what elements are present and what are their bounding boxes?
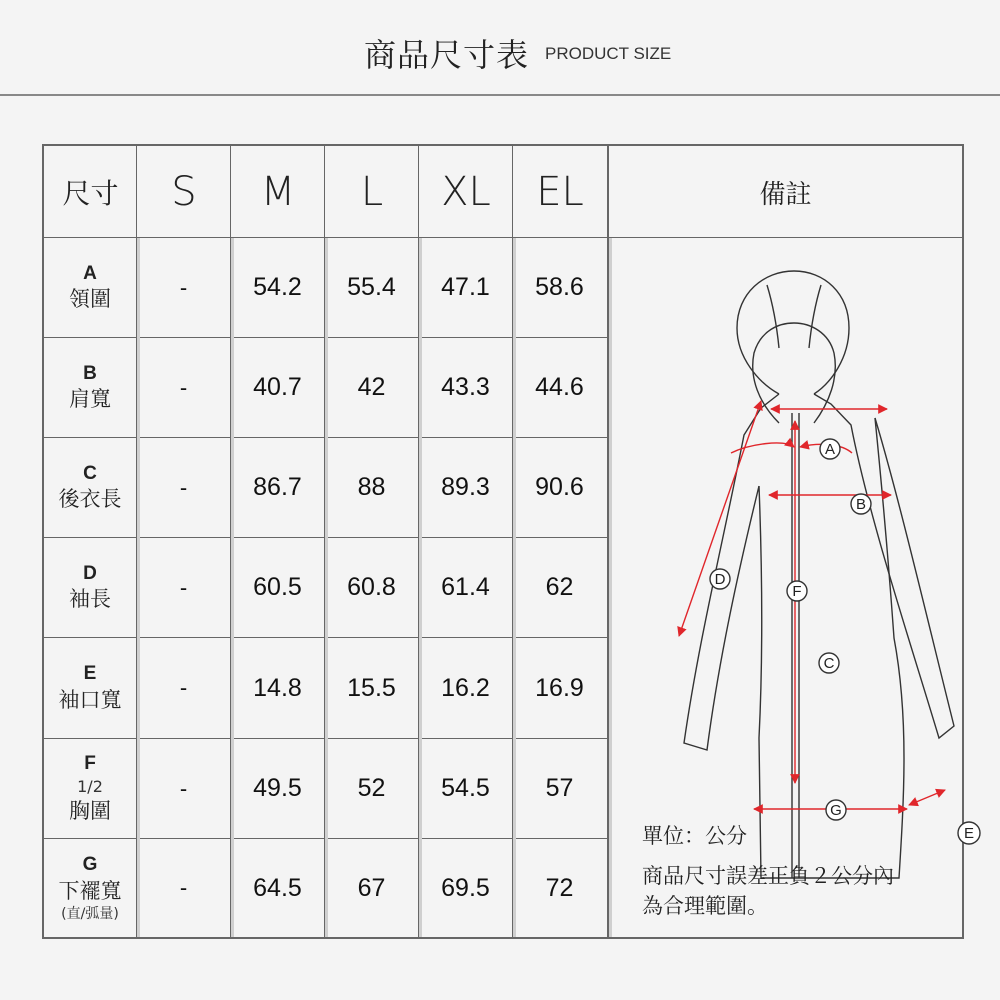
row-letter: A	[83, 262, 97, 284]
row-name: 肩寬	[69, 387, 111, 412]
size-col-m: M	[260, 169, 296, 215]
label-c: C	[823, 655, 835, 672]
size-value: 16.2	[441, 673, 490, 702]
row-letter: D	[83, 562, 97, 584]
size-value: -	[179, 875, 188, 900]
row-label	[44, 338, 136, 437]
size-value: 54.2	[253, 273, 302, 301]
notes-header: 備註	[759, 179, 812, 210]
size-value: -	[179, 574, 188, 600]
size-value: 90.6	[535, 473, 584, 501]
size-value: 58.6	[535, 273, 584, 301]
label-e: E	[963, 825, 975, 842]
row-letter: E	[83, 663, 97, 684]
size-value: 62	[545, 573, 574, 601]
size-value: 52	[357, 774, 386, 802]
label-d: D	[714, 571, 726, 588]
size-value: 64.5	[253, 873, 302, 902]
size-value: -	[179, 675, 188, 700]
size-value: -	[179, 775, 188, 801]
tolerance-note-line1: 商品尺寸誤差正負２公分內	[642, 864, 894, 888]
size-col-el: EL	[536, 169, 584, 215]
row-name: 領圍	[69, 287, 111, 312]
size-value: 16.9	[535, 673, 584, 702]
row-label	[44, 638, 136, 738]
size-value: 60.8	[347, 573, 396, 601]
label-f: F	[792, 583, 802, 600]
row-name: 後衣長	[58, 487, 122, 512]
row-letter: C	[83, 462, 97, 484]
label-g: G	[830, 802, 842, 819]
header-divider	[0, 94, 1000, 96]
unit-note: 單位：公分	[642, 824, 747, 848]
size-header-label: 尺寸	[62, 177, 119, 210]
size-value: -	[179, 274, 188, 300]
size-col-l: L	[360, 169, 384, 215]
row-label	[44, 739, 136, 838]
measurement-arrows	[679, 401, 945, 809]
size-value: 72	[545, 873, 574, 902]
row-name: 袖長	[69, 587, 111, 612]
size-value: 60.5	[253, 573, 302, 601]
row-label	[44, 438, 136, 537]
label-a: A	[824, 441, 836, 458]
size-value: 47.1	[441, 273, 490, 301]
size-value: 57	[545, 774, 574, 802]
size-value: 67	[357, 873, 386, 902]
size-value: 40.7	[253, 373, 302, 401]
size-value: 42	[357, 373, 386, 401]
row-letter: B	[83, 362, 97, 384]
row-name: 袖口寬	[58, 687, 122, 712]
row-letter: F	[84, 753, 96, 775]
size-table	[42, 144, 975, 939]
measurement-labels	[710, 439, 980, 844]
size-col-s: S	[171, 169, 197, 215]
size-value: 15.5	[347, 673, 396, 702]
row-note: (直/弧量)	[61, 905, 119, 922]
size-value: -	[179, 374, 188, 400]
size-value: 69.5	[441, 873, 490, 902]
label-b: B	[855, 496, 867, 513]
page-title: 商品尺寸表	[364, 36, 530, 74]
size-value: 44.6	[535, 373, 584, 401]
size-value: 61.4	[441, 573, 490, 601]
row-letter: G	[82, 853, 98, 875]
size-value: 55.4	[347, 273, 396, 301]
size-value: 43.3	[441, 373, 490, 401]
size-col-xl: XL	[441, 169, 491, 215]
page-subtitle: PRODUCT SIZE	[545, 44, 672, 63]
size-value: 49.5	[253, 774, 302, 802]
page-header	[0, 0, 1000, 95]
row-name: 下襬寬	[58, 878, 122, 903]
row-label	[44, 839, 136, 937]
row-sublabel: 1/2	[77, 776, 103, 796]
size-value: -	[179, 474, 188, 500]
size-value: 86.7	[253, 473, 302, 501]
row-label	[44, 538, 136, 637]
size-value: 14.8	[253, 673, 302, 702]
tolerance-note-line2: 為合理範圍。	[642, 894, 768, 918]
row-label	[44, 238, 136, 337]
size-value: 88	[357, 473, 386, 501]
row-name: 胸圍	[69, 798, 111, 823]
size-value: 89.3	[441, 473, 490, 501]
size-value: 54.5	[441, 774, 490, 802]
